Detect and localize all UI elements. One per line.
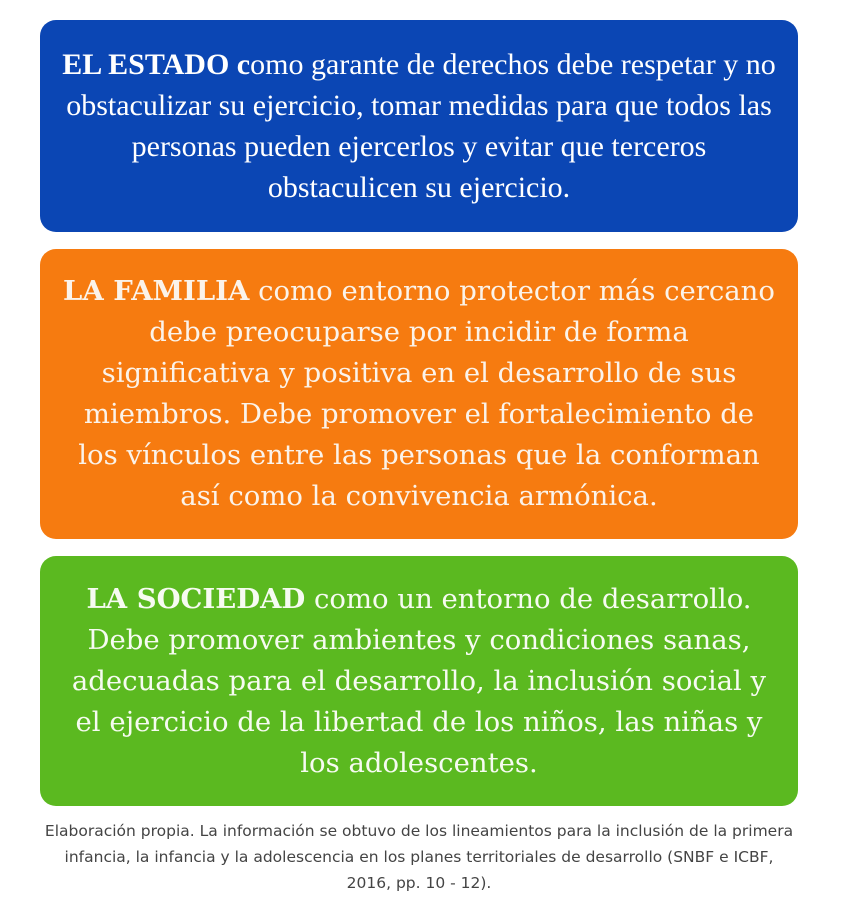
familia-text: como entorno protector más cercano debe preocuparse por incidir de forma significativa y positiva en el desarrollo de sus miembros. Debe promover el fortalecimiento de los vínculos entre las personas que la conforman así como la convivencia armónica. <box>78 275 775 512</box>
caption-text: Elaboración propia. La información se obtuvo de los lineamientos para la inclusión de la primera infancia, la infancia y la adolescencia en los planes territoriales de desarrollo (SNBF e ICBF, 2016, pp. 10 - 12). <box>44 822 794 892</box>
estado-text: omo garante de derechos debe respetar y no obstaculizar su ejercicio, tomar medidas para que todos las personas pueden ejercerlos y evitar que terceros obstaculicen su ejercicio. <box>66 48 776 204</box>
familia-box <box>40 249 798 539</box>
estado-box <box>40 20 798 232</box>
source-caption <box>40 818 798 896</box>
sociedad-paragraph <box>62 579 776 784</box>
sociedad-lead: LA SOCIEDAD <box>86 582 306 615</box>
familia-lead: LA FAMILIA <box>63 275 250 307</box>
estado-lead: EL ESTADO c <box>62 48 251 81</box>
familia-paragraph <box>62 271 776 517</box>
sociedad-box <box>40 556 798 806</box>
estado-paragraph <box>62 44 776 208</box>
sociedad-text: como un entorno de desarrollo. Debe promover ambientes y condiciones sanas, adecuadas para el desarrollo, la inclusión social y el ejercicio de la libertad de los niños, las niñas y los adolescentes. <box>71 582 767 779</box>
